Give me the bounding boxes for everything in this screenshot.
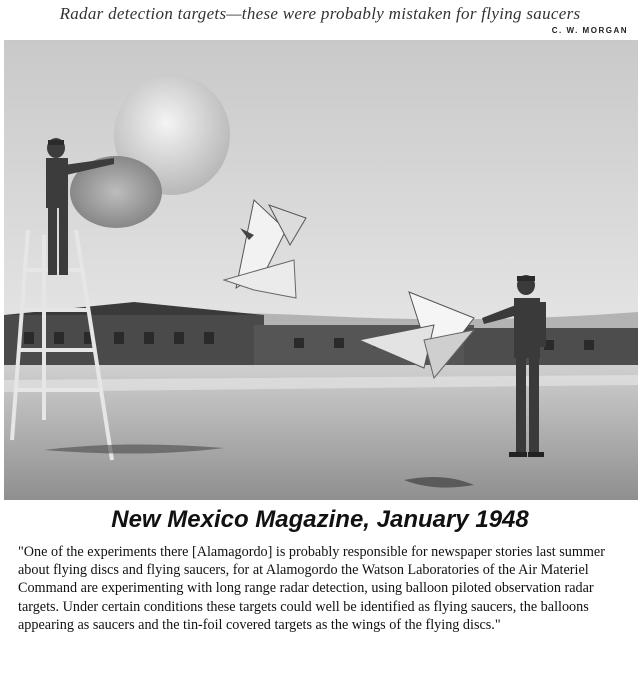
photo-credit: C. W. MORGAN (551, 26, 628, 35)
article-quote: "One of the experiments there [Alamagordo] is probably responsible for newspaper stories last summer about flying discs and flying saucers, for at Alamogordo the Watson Laboratories of the Air Materiel Command are experimenting with long range radar detection, using balloon piloted observation radar targets. Under certain conditions these targets could well be identified as flying saucers, the balloons appearing as saucers and the tin-foil covered targets as the wings of the flying discs." (18, 544, 605, 633)
article-headline: New Mexico Magazine, January 1948 (111, 506, 529, 533)
historical-photo (4, 40, 638, 500)
photo-illustration (4, 40, 638, 500)
photo-caption: Radar detection targets—these were probably mistaken for flying saucers (59, 4, 581, 23)
